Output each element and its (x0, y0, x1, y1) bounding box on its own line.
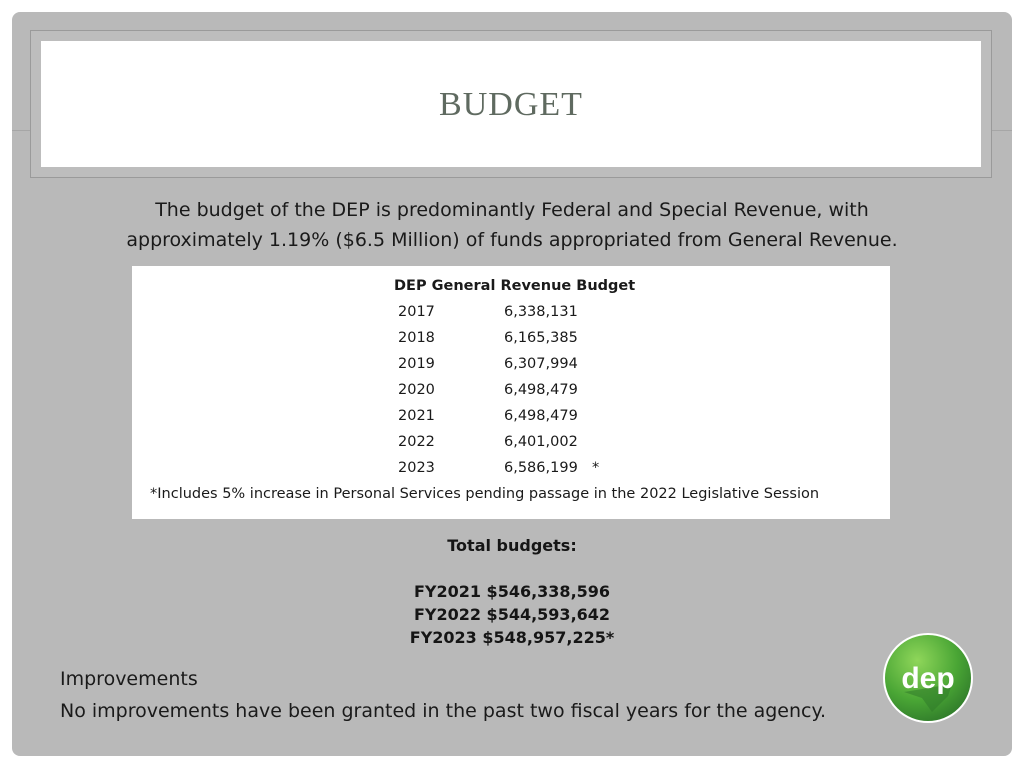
dep-logo-icon (882, 632, 974, 724)
table-year: 2019 (398, 356, 435, 372)
asterisk-mark: * (592, 460, 600, 476)
table-value: 6,307,994 (504, 356, 578, 372)
table-year: 2022 (398, 434, 435, 450)
table-year: 2017 (398, 304, 435, 320)
table-value: 6,498,479 (504, 408, 578, 424)
table-value: 6,401,002 (504, 434, 578, 450)
intro-line-2: approximately 1.19% ($6.5 Million) of funds appropriated from General Revenue. (126, 229, 898, 251)
slide (12, 12, 1012, 756)
slide-title: BUDGET (439, 86, 583, 123)
intro-line-1: The budget of the DEP is predominantly Federal and Special Revenue, with (155, 199, 869, 221)
budget-table (132, 266, 890, 519)
table-footnote: *Includes 5% increase in Personal Services pending passage in the 2022 Legislative Session (150, 486, 820, 502)
total-fy2021: FY2021 $546,338,596 (413, 582, 611, 601)
table-year: 2021 (398, 408, 435, 424)
total-fy2023: FY2023 $548,957,225* (409, 628, 615, 647)
table-value: 6,165,385 (504, 330, 578, 346)
title-box (41, 41, 981, 167)
logo-text: dep (901, 662, 955, 695)
title-frame (30, 30, 992, 178)
totals-heading: Total budgets: (447, 536, 577, 555)
intro-paragraph (52, 195, 972, 255)
budget-table-title: DEP General Revenue Budget (394, 278, 636, 294)
table-value: 6,498,479 (504, 382, 578, 398)
table-year: 2018 (398, 330, 435, 346)
table-year: 2020 (398, 382, 435, 398)
total-fy2022: FY2022 $544,593,642 (413, 605, 611, 624)
table-value: 6,338,131 (504, 304, 578, 320)
table-year: 2023 (398, 460, 435, 476)
improvements-text: No improvements have been granted in the past two fiscal years for the agency. (60, 700, 827, 722)
table-value: 6,586,199 (504, 460, 578, 476)
improvements-title: Improvements (60, 668, 198, 690)
